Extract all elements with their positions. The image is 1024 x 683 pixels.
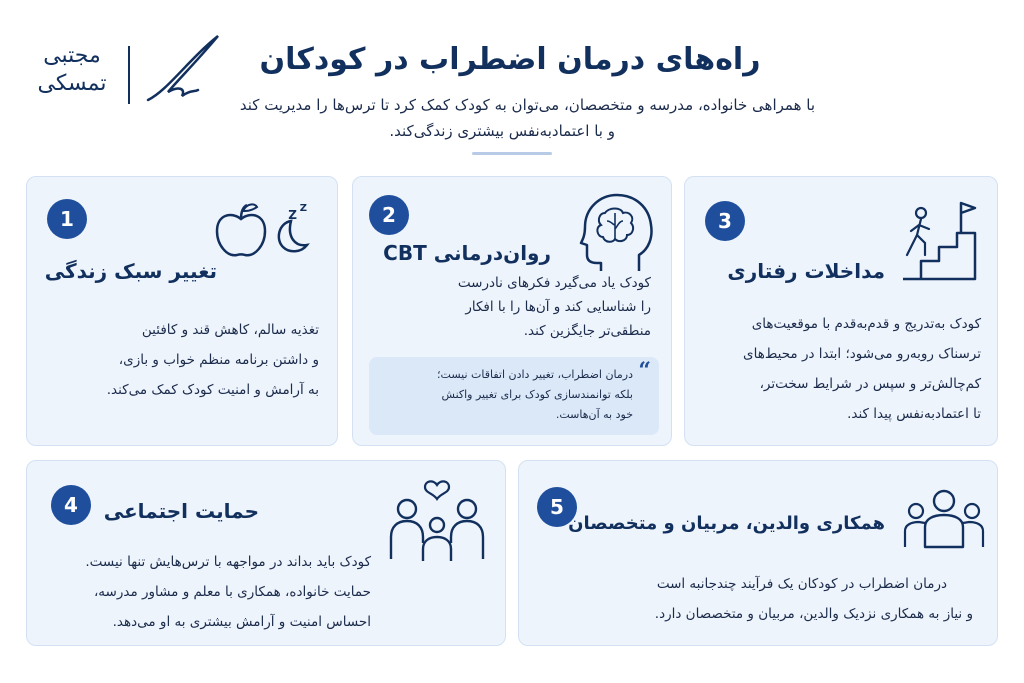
body-line: تا اعتمادبه‌نفس پیدا کند. [847,406,981,422]
logo-line-1: مجتبی [43,43,101,68]
card-body-lifestyle [39,315,319,405]
card-body-behavioral [691,309,981,429]
page-title: راه‌های درمان اضطراب در کودکان [259,42,761,77]
cbt-quote-box [369,357,659,435]
stairs-flag-icon [899,199,979,283]
card-body-social [41,547,371,637]
subtitle-line-1: با همراهی خانواده، مدرسه و متخصصان، می‌توان به کودک کمک کرد تا ترس‌ها را مدیریت کند [239,96,815,114]
body-line: منطقی‌تر جایگزین کند. [523,323,651,339]
page-subtitle [225,92,815,144]
body-line: کودک به‌تدریج و قدم‌به‌قدم با موقعیت‌های [751,316,981,332]
card-behavioral [684,176,998,446]
card-title-cbt: روان‌درمانی CBT [383,241,551,265]
logo-text [22,42,122,98]
card-title-behavioral: مداخلات رفتاری [727,259,885,283]
step-number-3: 3 [705,201,745,241]
body-line: را شناسایی کند و آن‌ها را با افکار [465,299,651,315]
card-title-cooperation: همکاری والدین، مربیان و متخصصان [568,513,885,534]
card-body-cbt [451,271,651,343]
body-line: کم‌چالش‌تر و سپس در شرایط سخت‌تر، [759,376,981,392]
svg-text:Z: Z [299,203,307,214]
body-line: و نیاز به همکاری نزدیک والدین، مربیان و متخصصان دارد. [654,606,973,622]
body-line: درمان اضطراب در کودکان یک فرآیند چندجانبه است [656,576,947,592]
body-line: کودک یاد می‌گیرد فکرهای نادرست [457,275,651,291]
group-people-icon [903,487,985,551]
svg-text:Z: Z [288,208,297,222]
body-line: و داشتن برنامه منظم خواب و بازی، [118,352,319,368]
step-number-2: 2 [369,195,409,235]
family-heart-icon [387,479,487,563]
step-number-1: 1 [47,199,87,239]
card-cbt [352,176,672,446]
apple-moon-sleep-icon [213,197,317,261]
body-line: حمایت خانواده، همکاری با معلم و مشاور مدرسه، [93,584,371,600]
body-line: ترسناک روبه‌رو می‌شود؛ ابتدا در محیط‌های [743,346,981,362]
subtitle-line-2: و با اعتمادبه‌نفس بیشتری زندگی‌کند. [389,122,615,140]
body-line: به آرامش و امنیت کودک کمک می‌کند. [106,382,319,398]
step-number-4: 4 [51,485,91,525]
quote-line: بلکه توانمندسازی کودک برای تغییر واکنش [441,388,633,401]
signature-icon [138,30,228,110]
body-line: احساس امنیت و آرامش بیشتری به او می‌دهد. [112,614,371,630]
card-title-lifestyle: تغییر سبک زندگی [44,259,217,283]
quote-line: درمان اضطراب، تغییر دادن اتفاقات نیست؛ [437,368,633,381]
body-line: تغذیه سالم، کاهش قند و کافئین [141,322,319,338]
card-lifestyle [26,176,338,446]
logo-line-2: تمسکی [37,71,107,96]
title-divider [472,152,552,155]
quote-line: خود به آن‌هاست. [555,408,633,421]
card-body-cooperation [553,569,973,629]
logo-divider [128,46,130,104]
body-line: کودک باید بداند در مواجهه با ترس‌هایش تنها نیست. [85,554,371,570]
step-number-5: 5 [537,487,577,527]
card-cooperation [518,460,998,646]
card-title-social: حمایت اجتماعی [103,499,259,523]
brand-logo [22,36,222,116]
quote-mark-icon: “ [638,358,651,384]
card-social [26,460,506,646]
head-brain-icon [579,191,655,275]
